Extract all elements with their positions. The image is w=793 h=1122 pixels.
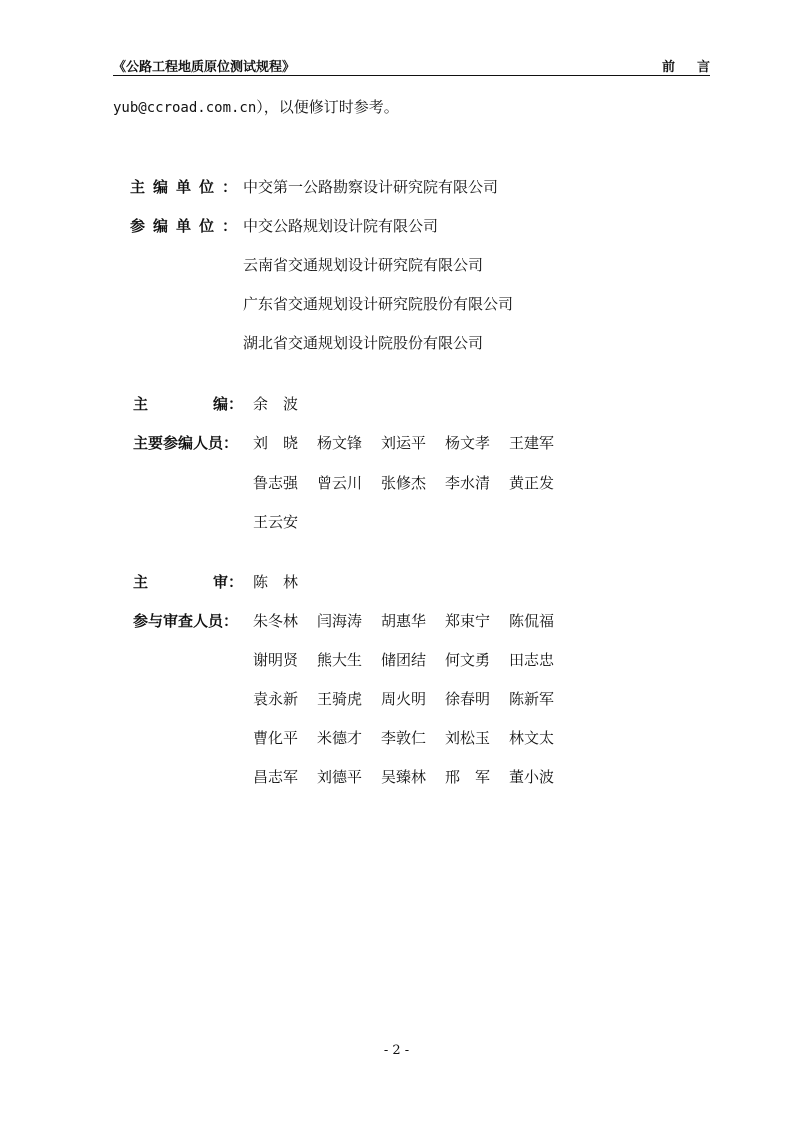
person-name: 董小波 [509, 768, 555, 786]
person-name: 米德才 [317, 729, 363, 747]
person-name: 郑束宁 [445, 612, 491, 630]
person-name: 刘松玉 [445, 729, 491, 747]
chief-editor-label-end: 编： [213, 395, 244, 413]
person-name: 熊大生 [317, 651, 363, 669]
participating-unit: 广东省交通规划设计研究院股份有限公司 [243, 295, 514, 313]
section-title: 前言 [661, 60, 732, 75]
person-name: 刘运平 [381, 434, 427, 452]
person-name: 曹化平 [253, 729, 299, 747]
chief-reviewer-label-start: 主 [133, 573, 149, 591]
chief-editor-name: 余 波 [253, 395, 299, 413]
person-name: 吴臻林 [381, 768, 427, 786]
participating-unit: 云南省交通规划设计研究院有限公司 [243, 256, 484, 274]
chief-editor-label-start: 主 [133, 395, 149, 413]
person-name: 陈侃福 [509, 612, 555, 630]
person-name: 朱冬林 [253, 612, 299, 630]
person-name: 昌志军 [253, 768, 299, 786]
document-title: 《公路工程地质原位测试规程》 [113, 60, 296, 75]
participating-units-label: 参编单位： [130, 217, 246, 235]
chief-reviewer-label-end: 审： [213, 573, 244, 591]
intro-line [113, 96, 399, 117]
reviewers-label: 参与审查人员： [133, 612, 239, 630]
chief-unit-label: 主编单位： [130, 178, 246, 196]
person-name: 何文勇 [445, 651, 491, 669]
person-name: 曾云川 [317, 473, 363, 492]
person-name: 王骑虎 [317, 690, 363, 708]
participating-unit: 中交公路规划设计院有限公司 [243, 217, 439, 235]
person-name: 王建军 [509, 434, 555, 452]
person-name: 杨文锋 [317, 434, 363, 452]
person-name: 陈新军 [509, 690, 555, 708]
person-name: 林文太 [509, 729, 555, 747]
person-name: 周火明 [381, 690, 427, 708]
main-participants-label: 主要参编人员： [133, 434, 239, 452]
person-name: 袁永新 [253, 690, 299, 708]
person-name: 闫海涛 [317, 612, 363, 630]
person-name: 刘 晓 [253, 434, 299, 452]
person-name: 李水清 [445, 473, 491, 492]
person-name: 张修杰 [381, 473, 427, 492]
chief-reviewer-name: 陈 林 [253, 573, 299, 591]
person-name: 徐春明 [445, 690, 491, 708]
participating-unit: 湖北省交通规划设计院股份有限公司 [243, 334, 484, 352]
person-name: 王云安 [253, 513, 299, 531]
page-number: - 2 - [383, 1043, 410, 1058]
person-name: 田志忠 [509, 651, 555, 669]
chief-unit: 中交第一公路勘察设计研究院有限公司 [243, 178, 499, 196]
person-name: 储团结 [381, 651, 427, 669]
person-name: 李敦仁 [381, 729, 427, 747]
intro-text: ），以便修订时参考。 [256, 98, 399, 116]
contact-email: yub@ccroad.com.cn [113, 100, 257, 116]
person-name: 邢 军 [445, 768, 491, 786]
person-name: 鲁志强 [253, 473, 299, 492]
person-name: 胡惠华 [381, 612, 427, 630]
person-name: 谢明贤 [253, 651, 299, 669]
person-name: 刘德平 [317, 768, 363, 786]
page-header [113, 53, 732, 76]
person-name: 杨文孝 [445, 434, 491, 452]
person-name: 黄正发 [509, 473, 555, 492]
